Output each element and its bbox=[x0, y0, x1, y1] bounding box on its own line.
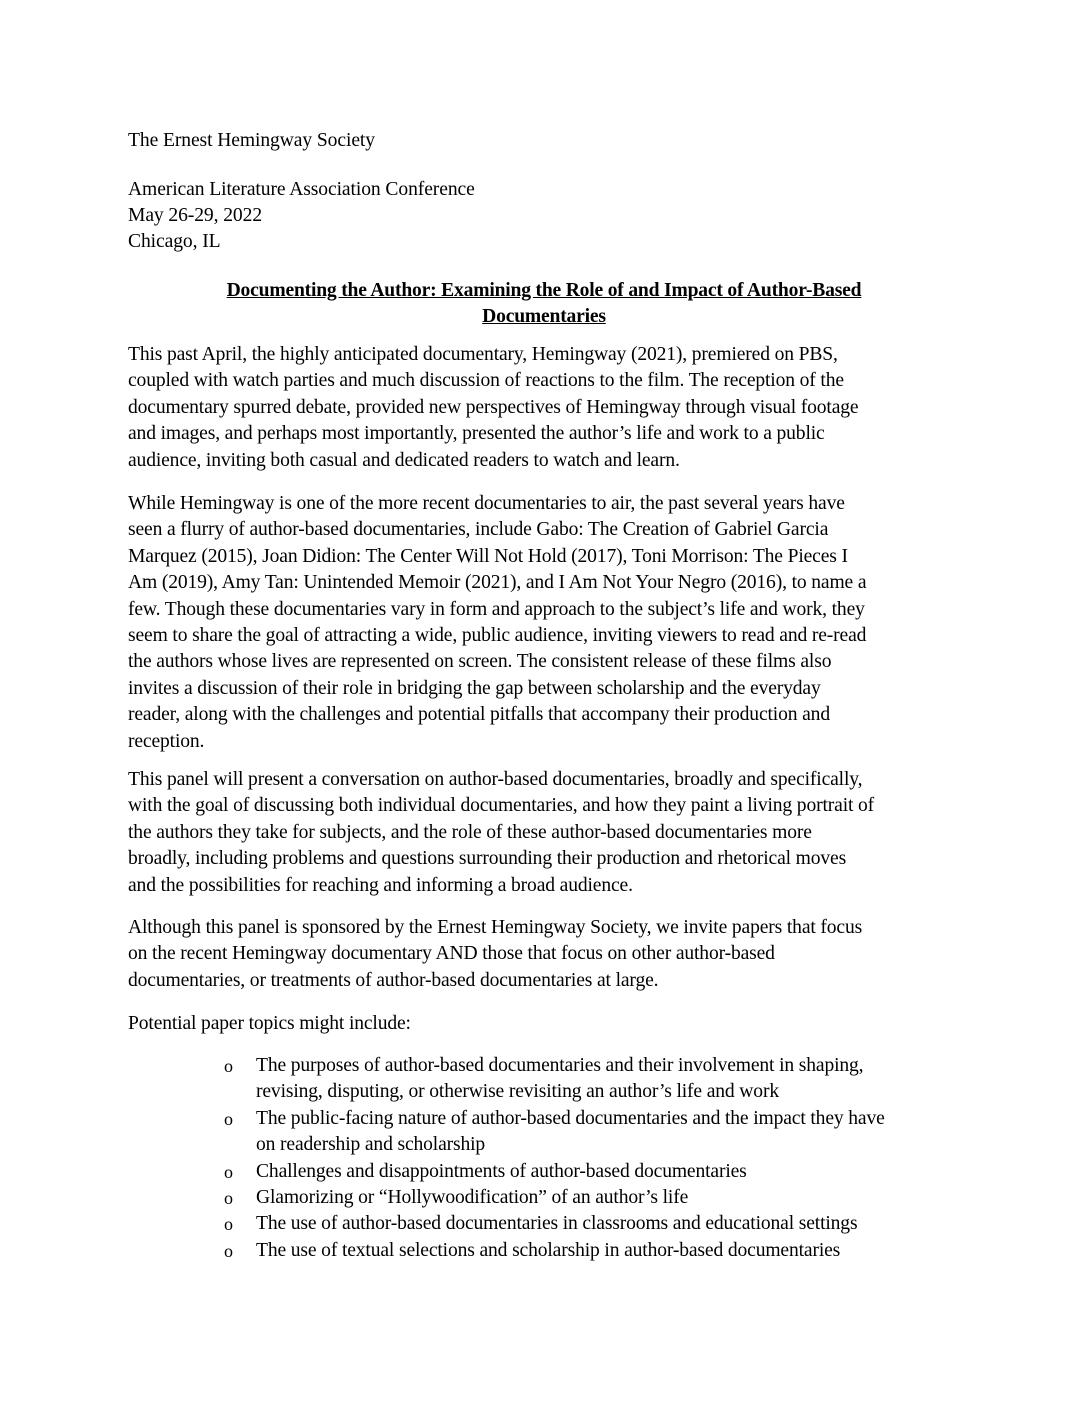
paragraph-line: invites a discussion of their role in bridging the gap between scholarship and the everyday bbox=[128, 677, 821, 699]
paragraph-line: This past April, the highly anticipated documentary, Hemingway (2021), premiered on PBS, bbox=[128, 344, 838, 365]
paragraph-intro bbox=[128, 342, 968, 474]
hollow-bullet-icon: o bbox=[224, 1240, 233, 1261]
hollow-bullet-icon: o bbox=[224, 1187, 233, 1208]
paragraph-sponsorship bbox=[128, 915, 968, 994]
hollow-bullet-icon: o bbox=[224, 1214, 233, 1235]
paragraph-line: the authors whose lives are represented on screen. The consistent release of these films also bbox=[128, 651, 832, 673]
hollow-bullet-icon: o bbox=[224, 1056, 233, 1076]
paragraph-line: coupled with watch parties and much discussion of reactions to the film. The reception of the bbox=[128, 370, 844, 392]
conference-dates: May 26-29, 2022 bbox=[128, 205, 263, 226]
paragraph-line: documentaries, or treatments of author-based documentaries at large. bbox=[128, 969, 659, 991]
paragraph-line: with the goal of discussing both individual documentaries, and how they paint a living portrait of bbox=[128, 795, 875, 817]
paragraph-topics-intro bbox=[128, 1011, 968, 1037]
paragraph-line: and the possibilities for reaching and informing a broad audience. bbox=[128, 874, 633, 896]
paragraph-line: the authors they take for subjects, and the role of these author-based documentaries more bbox=[128, 821, 812, 843]
topic-item bbox=[224, 1238, 964, 1264]
topic-item bbox=[224, 1159, 964, 1185]
topic-line: Glamorizing or “Hollywoodification” of an author’s life bbox=[256, 1186, 689, 1208]
topic-line: revising, disputing, or otherwise revisiting an author’s life and work bbox=[256, 1081, 779, 1103]
paragraph-recent-documentaries bbox=[128, 491, 968, 755]
conference-name: American Literature Association Conference bbox=[128, 179, 475, 200]
topic-item bbox=[224, 1053, 964, 1106]
topic-item bbox=[224, 1211, 964, 1237]
paragraph-line: and images, and perhaps most importantly, presented the author’s life and work to a public bbox=[128, 423, 825, 445]
paragraph-line: Potential paper topics might include: bbox=[128, 1013, 411, 1034]
topic-line: The use of author-based documentaries in classrooms and educational settings bbox=[256, 1213, 858, 1235]
document-title-line-1: Documenting the Author: Examining the Role of and Impact of Author-Based bbox=[226, 280, 862, 301]
hollow-bullet-icon: o bbox=[224, 1108, 233, 1129]
paragraph-line: broadly, including problems and questions surrounding their production and rhetorical moves bbox=[128, 848, 847, 870]
organization-name: The Ernest Hemingway Society bbox=[128, 130, 375, 151]
paragraph-line: few. Though these documentaries vary in form and approach to the subject’s life and work, they bbox=[128, 598, 865, 620]
paragraph-panel-description bbox=[128, 767, 968, 899]
paragraph-line: This panel will present a conversation on author-based documentaries, broadly and specifically, bbox=[128, 769, 863, 790]
paragraph-line: Marquez (2015), Joan Didion: The Center Will Not Hold (2017), Toni Morrison: The Pieces I bbox=[128, 545, 848, 567]
paragraph-line: reception. bbox=[128, 730, 205, 752]
paragraph-line: documentary spurred debate, provided new perspectives of Hemingway through visual footage bbox=[128, 396, 859, 418]
topic-item bbox=[224, 1185, 964, 1211]
topic-line: The purposes of author-based documentaries and their involvement in shaping, bbox=[256, 1055, 864, 1076]
topic-line: The use of textual selections and scholarship in author-based documentaries bbox=[256, 1239, 841, 1261]
paragraph-line: seen a flurry of author-based documentaries, include Gabo: The Creation of Gabriel Garcia bbox=[128, 519, 829, 541]
paragraph-line: on the recent Hemingway documentary AND those that focus on other author-based bbox=[128, 943, 775, 965]
paragraph-line: Am (2019), Amy Tan: Unintended Memoir (2021), and I Am Not Your Negro (2016), to name a bbox=[128, 572, 867, 594]
topic-line: Challenges and disappointments of author-based documentaries bbox=[256, 1160, 747, 1182]
paragraph-line: Although this panel is sponsored by the Ernest Hemingway Society, we invite papers that focus bbox=[128, 917, 863, 938]
paragraph-line: audience, inviting both casual and dedicated readers to watch and learn. bbox=[128, 449, 680, 471]
paragraph-line: While Hemingway is one of the more recent documentaries to air, the past several years have bbox=[128, 493, 845, 514]
topic-item bbox=[224, 1106, 964, 1159]
topic-line: The public-facing nature of author-based documentaries and the impact they have bbox=[256, 1107, 885, 1129]
hollow-bullet-icon: o bbox=[224, 1161, 233, 1182]
conference-location: Chicago, IL bbox=[128, 231, 221, 252]
document-title-line-2: Documentaries bbox=[482, 306, 606, 327]
topics-list bbox=[224, 1053, 964, 1264]
topic-line: on readership and scholarship bbox=[256, 1134, 486, 1156]
paragraph-line: seem to share the goal of attracting a wide, public audience, inviting viewers to read and re-read bbox=[128, 624, 867, 646]
paragraph-line: reader, along with the challenges and potential pitfalls that accompany their production and bbox=[128, 704, 830, 726]
